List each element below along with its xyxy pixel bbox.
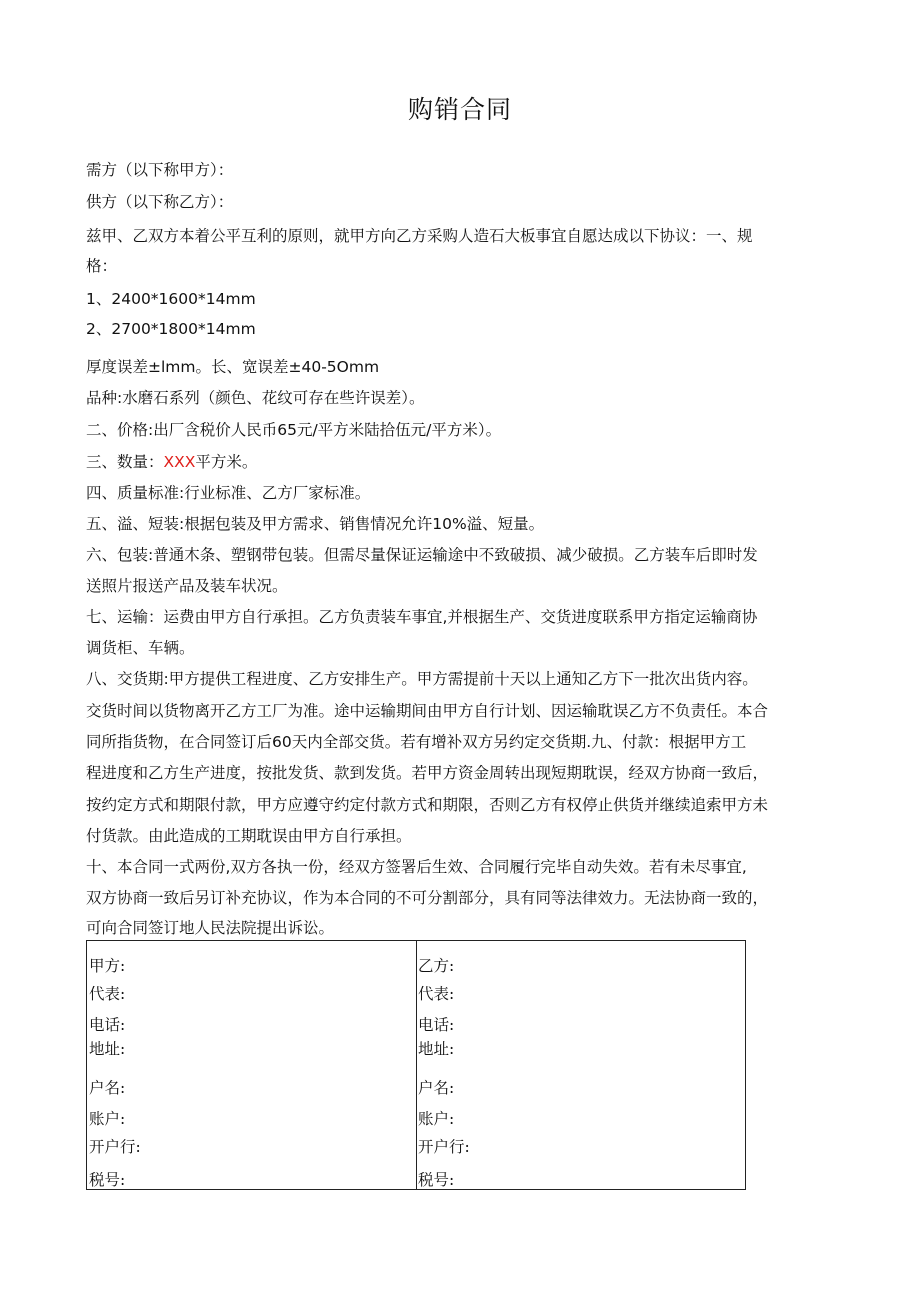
spec-item-1: 1、2400*1600*14mm <box>86 290 256 308</box>
party-b-bank-label: 开户行: <box>418 1138 470 1156</box>
party-b-address-label: 地址: <box>418 1040 455 1058</box>
delivery-clause-3: 同所指货物，在合同签订后60天内全部交货。若有增补双方另约定交货期.九、付款：根据甲方工 <box>86 733 747 751</box>
packaging-clause-2: 送照片报送产品及装车状况。 <box>86 577 288 595</box>
spec-item-2: 2、2700*1800*14mm <box>86 320 256 338</box>
party-b-representative-label: 代表: <box>418 985 455 1003</box>
party-a-tax-id-label: 税号: <box>89 1171 126 1189</box>
payment-clause-1: 程进度和乙方生产进度，按批发货、款到发货。若甲方资金周转出现短期耽误，经双方协商一致后， <box>86 764 769 782</box>
quantity-prefix: 三、数量： <box>86 453 164 471</box>
party-a-name-label: 甲方: <box>89 957 126 975</box>
quantity-placeholder: XXX <box>163 453 196 471</box>
party-b-name-label: 乙方: <box>418 957 455 975</box>
delivery-clause-2: 交货时间以货物离开乙方工厂为准。途中运输期间由甲方自行计划、因运输耽误乙方不负责任。本合 <box>86 702 769 720</box>
seller-line: 供方（以下称乙方）： <box>86 193 234 211</box>
copies-clause-1: 十、本合同一式两份,双方各执一份，经双方签署后生效、合同履行完毕自动失效。若有未尽事宜, <box>86 858 747 876</box>
transport-clause-1: 七、运输：运费由甲方自行承担。乙方负责装车事宜,并根据生产、交货进度联系甲方指定运输商协 <box>86 608 758 626</box>
party-b-tax-id-label: 税号: <box>418 1171 455 1189</box>
price-clause: 二、价格:出厂含税价人民币65元/平方米陆拾伍元/平方米）。 <box>86 421 502 439</box>
party-a-account-label: 账户: <box>89 1110 126 1128</box>
quality-clause: 四、质量标准:行业标准、乙方厂家标准。 <box>86 484 371 502</box>
overage-clause: 五、溢、短装:根据包装及甲方需求、销售情况允许10%溢、短量。 <box>86 515 545 533</box>
intro-line-1: 兹甲、乙双方本着公平互利的原则，就甲方向乙方采购人造石大板事宜自愿达成以下协议：一、规 <box>86 227 753 245</box>
copies-clause-3: 可向合同签订地人民法院提出诉讼。 <box>86 919 335 937</box>
party-b-account-label: 账户: <box>418 1110 455 1128</box>
transport-clause-2: 调货柜、车辆。 <box>86 639 195 657</box>
intro-line-2: 格： <box>86 257 118 275</box>
delivery-clause-1: 八、交货期:甲方提供工程进度、乙方安排生产。甲方需提前十天以上通知乙方下一批次出货内容。 <box>86 670 758 688</box>
document-title: 购销合同 <box>407 95 512 124</box>
variety-line: 品种:水磨石系列（颜色、花纹可存在些许误差）。 <box>86 389 425 407</box>
quantity-suffix: 平方米。 <box>195 453 258 471</box>
packaging-clause-1: 六、包装:普通木条、塑钢带包装。但需尽量保证运输途中不致破损、减少破损。乙方装车后即时发 <box>86 546 758 564</box>
quantity-clause <box>86 452 836 472</box>
buyer-line: 需方（以下称甲方）： <box>86 161 234 179</box>
table-divider <box>416 941 417 1189</box>
party-a-address-label: 地址: <box>89 1040 126 1058</box>
party-b-phone-label: 电话: <box>418 1016 455 1034</box>
payment-clause-2: 按约定方式和期限付款，甲方应遵守约定付款方式和期限，否则乙方有权停止供货并继续追索甲方未 <box>86 796 769 814</box>
party-a-bank-label: 开户行: <box>89 1138 141 1156</box>
copies-clause-2: 双方协商一致后另订补充协议，作为本合同的不可分割部分，具有同等法律效力。无法协商一致的， <box>86 889 769 907</box>
party-a-phone-label: 电话: <box>89 1016 126 1034</box>
party-a-representative-label: 代表: <box>89 985 126 1003</box>
payment-clause-3: 付货款。由此造成的工期耽误由甲方自行承担。 <box>86 827 412 845</box>
party-b-account-name-label: 户名: <box>418 1079 455 1097</box>
tolerance-line: 厚度误差±lmm。长、宽误差±40-5Omm <box>86 358 380 376</box>
signature-table <box>86 940 746 1190</box>
party-a-account-name-label: 户名: <box>89 1079 126 1097</box>
